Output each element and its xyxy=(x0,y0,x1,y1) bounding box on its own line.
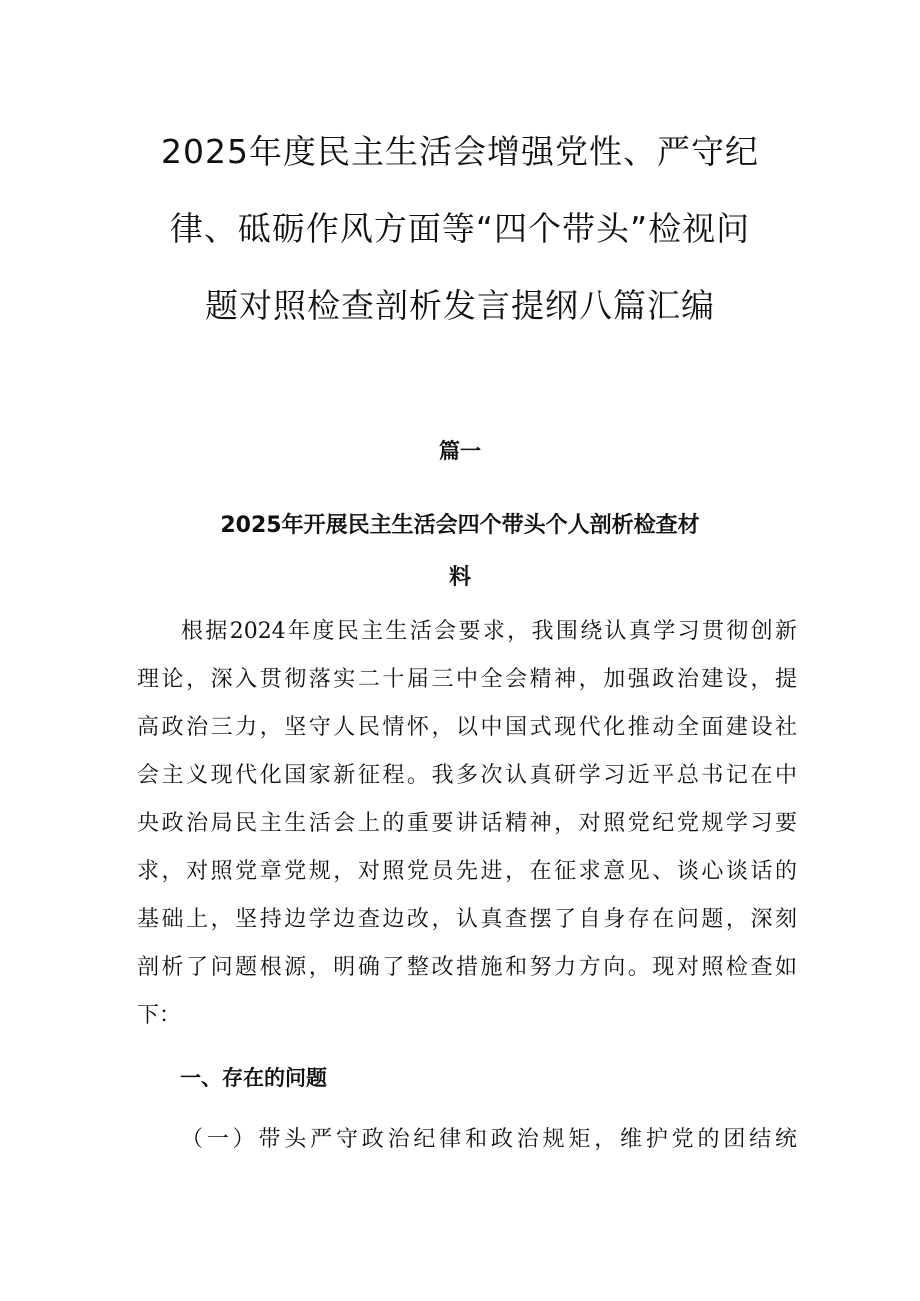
paragraph-line: 基础上，坚持边学边查边改，认真查摆了自身存在问题，深刻 xyxy=(137,907,797,932)
section-label: 篇一 xyxy=(439,439,481,463)
paragraph-line: 根据2024年度民主生活会要求，我围绕认真学习贯彻创新 xyxy=(181,619,797,644)
subsection-heading: （一）带头严守政治纪律和政治规矩，维护党的团结统 xyxy=(181,1127,797,1152)
title-line: 2025年度民主生活会增强党性、严守纪 xyxy=(161,132,759,171)
paragraph-line: 求，对照党章党规，对照党员先进，在征求意见、谈心谈话的 xyxy=(137,859,797,884)
paragraph-line: 剖析了问题根源，明确了整改措施和努力方向。现对照检查如 xyxy=(137,955,797,980)
article-title-line: 2025年开展民主生活会四个带头个人剖析检查材 xyxy=(220,513,700,538)
paragraph-line: 下： xyxy=(137,1003,182,1028)
intro-paragraph xyxy=(137,608,797,1040)
paragraph-line: 理论，深入贯彻落实二十届三中全会精神，加强政治建设，提 xyxy=(137,667,797,692)
section-heading: 一、存在的问题 xyxy=(180,1066,327,1090)
title-line: 题对照检查剖析发言提纲八篇汇编 xyxy=(205,286,715,325)
document-title xyxy=(150,120,770,351)
article-title-line: 料 xyxy=(448,565,471,590)
paragraph-line: 会主义现代化国家新征程。我多次认真研学习近平总书记在中 xyxy=(137,763,797,788)
paragraph-line: 高政治三力，坚守人民情怀，以中国式现代化推动全面建设社 xyxy=(137,715,797,740)
title-line: 律、砥砺作风方面等“四个带头”检视问 xyxy=(169,209,751,248)
article-title xyxy=(120,500,800,604)
paragraph-line: 央政治局民主生活会上的重要讲话精神，对照党纪党规学习要 xyxy=(137,811,797,836)
